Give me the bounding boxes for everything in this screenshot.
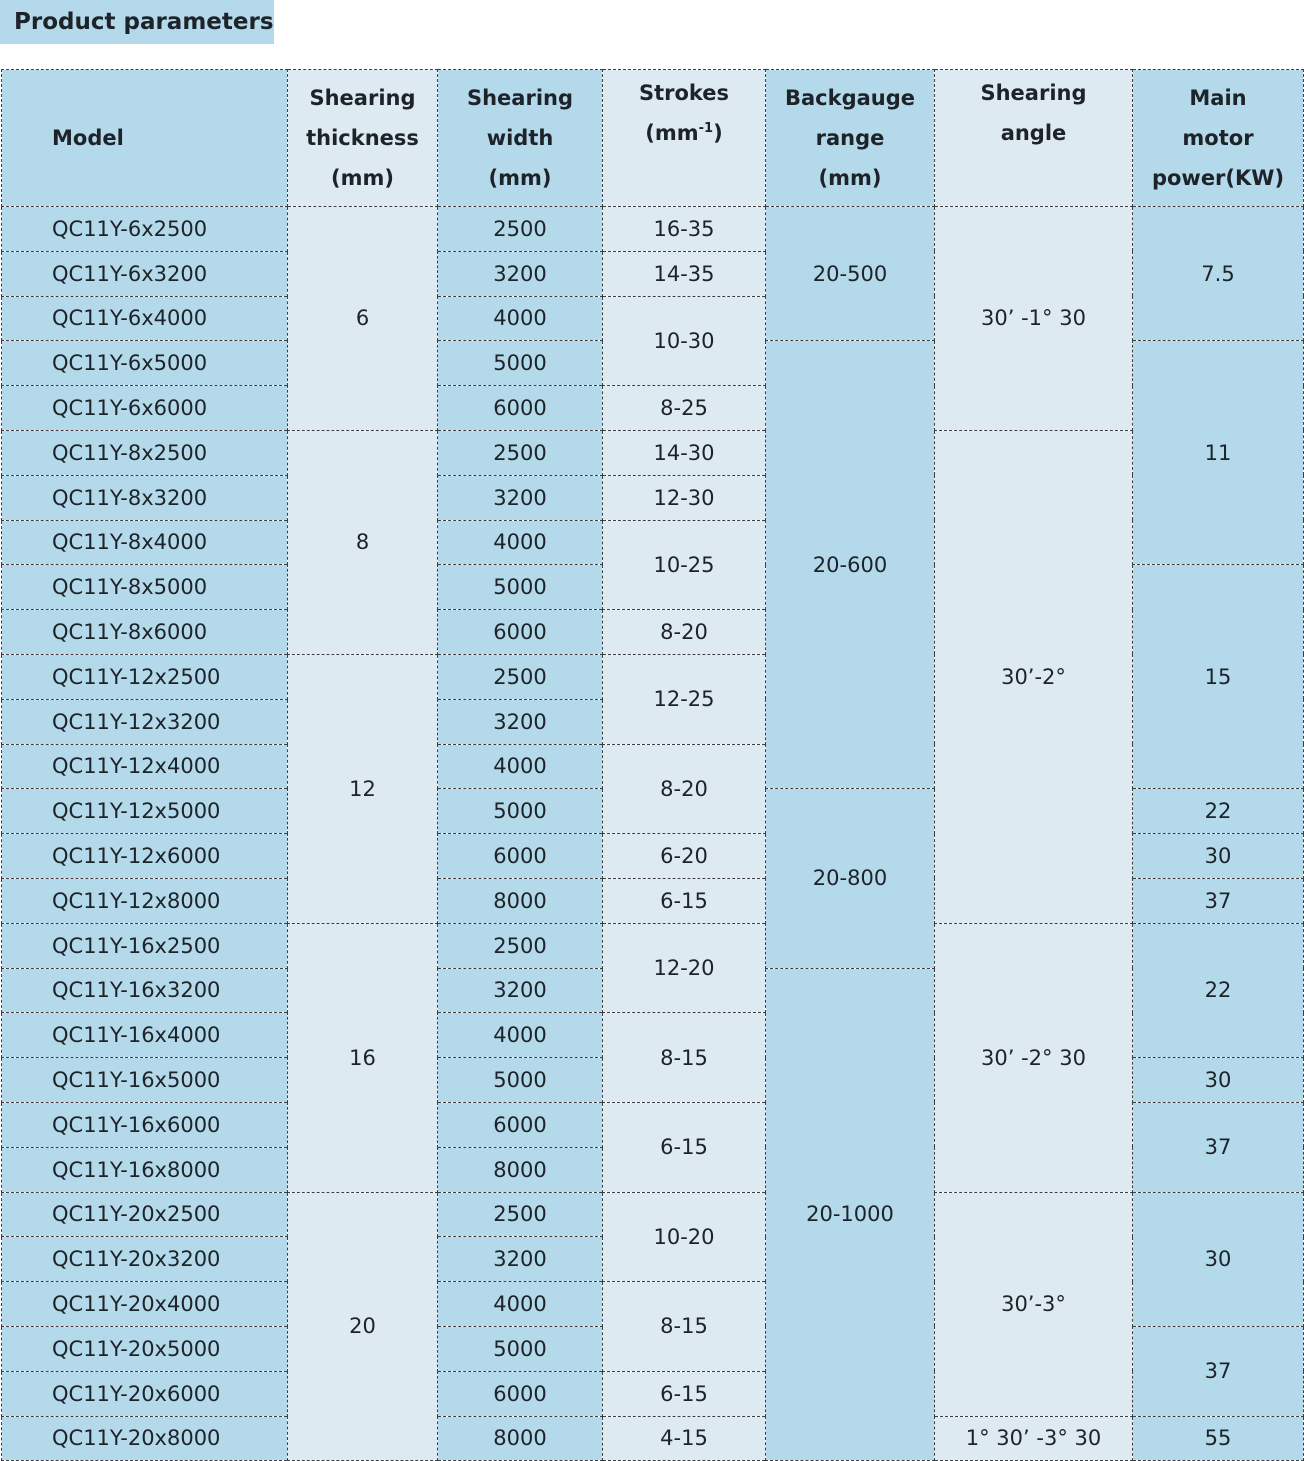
width-cell: 8000 (438, 1147, 603, 1192)
backgauge-cell: 20-1000 (766, 968, 935, 1461)
width-cell: 5000 (438, 341, 603, 386)
power-cell: 22 (1133, 789, 1304, 834)
thickness-cell: 12 (288, 654, 438, 923)
model-cell: QC11Y-12x5000 (2, 789, 288, 834)
strokes-cell: 6-15 (603, 1371, 766, 1416)
model-cell: QC11Y-6x6000 (2, 386, 288, 431)
thickness-cell: 6 (288, 207, 438, 431)
power-cell: 30 (1133, 1192, 1304, 1326)
width-cell: 4000 (438, 1013, 603, 1058)
strokes-cell: 12-25 (603, 654, 766, 744)
width-cell: 3200 (438, 1237, 603, 1282)
model-cell: QC11Y-12x4000 (2, 744, 288, 789)
width-cell: 2500 (438, 923, 603, 968)
power-cell: 15 (1133, 565, 1304, 789)
table-body (2, 207, 1304, 1461)
strokes-cell: 8-15 (603, 1013, 766, 1103)
power-cell: 30 (1133, 834, 1304, 879)
strokes-cell: 8-20 (603, 610, 766, 655)
table-row (2, 430, 1304, 475)
width-cell: 2500 (438, 1192, 603, 1237)
width-cell: 4000 (438, 296, 603, 341)
angle-cell: 30’-2° (935, 430, 1133, 923)
angle-cell: 30’-3° (935, 1192, 1133, 1416)
model-cell: QC11Y-12x3200 (2, 699, 288, 744)
width-cell: 6000 (438, 1102, 603, 1147)
strokes-cell: 12-30 (603, 475, 766, 520)
model-cell: QC11Y-16x5000 (2, 1058, 288, 1103)
power-cell: 37 (1133, 1102, 1304, 1192)
angle-cell: 1° 30’ -3° 30 (935, 1416, 1133, 1461)
header-model: Model (2, 70, 288, 207)
power-cell: 11 (1133, 341, 1304, 565)
width-cell: 5000 (438, 1058, 603, 1103)
width-cell: 4000 (438, 520, 603, 565)
power-cell: 55 (1133, 1416, 1304, 1461)
width-cell: 4000 (438, 1282, 603, 1327)
strokes-cell: 12-20 (603, 923, 766, 1013)
strokes-cell: 4-15 (603, 1416, 766, 1461)
width-cell: 8000 (438, 1416, 603, 1461)
model-cell: QC11Y-8x2500 (2, 430, 288, 475)
model-cell: QC11Y-20x5000 (2, 1326, 288, 1371)
model-cell: QC11Y-20x8000 (2, 1416, 288, 1461)
strokes-cell: 14-35 (603, 251, 766, 296)
strokes-cell: 10-20 (603, 1192, 766, 1282)
width-cell: 2500 (438, 654, 603, 699)
header-backgauge-range: Backgauge range (mm) (766, 70, 935, 207)
width-cell: 2500 (438, 430, 603, 475)
model-cell: QC11Y-6x5000 (2, 341, 288, 386)
width-cell: 6000 (438, 386, 603, 431)
strokes-cell: 8-25 (603, 386, 766, 431)
model-cell: QC11Y-12x8000 (2, 878, 288, 923)
power-cell: 7.5 (1133, 207, 1304, 341)
model-cell: QC11Y-8x5000 (2, 565, 288, 610)
header-row (2, 70, 1304, 207)
strokes-cell: 10-25 (603, 520, 766, 610)
model-cell: QC11Y-16x6000 (2, 1102, 288, 1147)
section-title: Product parameters (0, 0, 274, 44)
angle-cell: 30’ -1° 30 (935, 207, 1133, 431)
table-row (2, 923, 1304, 968)
strokes-cell: 6-15 (603, 1102, 766, 1192)
model-cell: QC11Y-20x4000 (2, 1282, 288, 1327)
thickness-cell: 20 (288, 1192, 438, 1461)
thickness-cell: 16 (288, 923, 438, 1192)
header-shearing-width: Shearing width (mm) (438, 70, 603, 207)
strokes-cell: 8-20 (603, 744, 766, 834)
header-strokes: Strokes $(mm^{-1})$ (603, 70, 766, 207)
width-cell: 5000 (438, 1326, 603, 1371)
backgauge-cell: 20-600 (766, 341, 935, 789)
width-cell: 6000 (438, 834, 603, 879)
model-cell: QC11Y-6x4000 (2, 296, 288, 341)
product-parameters-table (1, 69, 1304, 1461)
strokes-cell: 10-30 (603, 296, 766, 386)
model-cell: QC11Y-12x2500 (2, 654, 288, 699)
model-cell: QC11Y-12x6000 (2, 834, 288, 879)
power-cell: 22 (1133, 923, 1304, 1057)
angle-cell: 30’ -2° 30 (935, 923, 1133, 1192)
model-cell: QC11Y-16x3200 (2, 968, 288, 1013)
power-cell: 37 (1133, 1326, 1304, 1416)
power-cell: 30 (1133, 1058, 1304, 1103)
width-cell: 3200 (438, 475, 603, 520)
model-cell: QC11Y-8x4000 (2, 520, 288, 565)
model-cell: QC11Y-16x8000 (2, 1147, 288, 1192)
power-cell: 37 (1133, 878, 1304, 923)
model-cell: QC11Y-8x6000 (2, 610, 288, 655)
model-cell: QC11Y-16x4000 (2, 1013, 288, 1058)
width-cell: 6000 (438, 1371, 603, 1416)
width-cell: 6000 (438, 610, 603, 655)
strokes-cell: 8-15 (603, 1282, 766, 1372)
width-cell: 5000 (438, 565, 603, 610)
strokes-cell: 6-20 (603, 834, 766, 879)
header-shearing-angle: Shearing angle (935, 70, 1133, 207)
strokes-cell: 14-30 (603, 430, 766, 475)
header-shearing-thickness: Shearing thickness (mm) (288, 70, 438, 207)
width-cell: 2500 (438, 207, 603, 252)
model-cell: QC11Y-16x2500 (2, 923, 288, 968)
width-cell: 8000 (438, 878, 603, 923)
thickness-cell: 8 (288, 430, 438, 654)
strokes-cell: 6-15 (603, 878, 766, 923)
width-cell: 3200 (438, 968, 603, 1013)
backgauge-cell: 20-800 (766, 789, 935, 968)
width-cell: 4000 (438, 744, 603, 789)
model-cell: QC11Y-20x3200 (2, 1237, 288, 1282)
header-main-motor-power: Main motor power(KW) (1133, 70, 1304, 207)
width-cell: 5000 (438, 789, 603, 834)
table-row (2, 1416, 1304, 1461)
strokes-cell: 16-35 (603, 207, 766, 252)
model-cell: QC11Y-6x3200 (2, 251, 288, 296)
table-row (2, 1192, 1304, 1237)
backgauge-cell: 20-500 (766, 207, 935, 341)
width-cell: 3200 (438, 699, 603, 744)
table-row (2, 207, 1304, 252)
model-cell: QC11Y-20x2500 (2, 1192, 288, 1237)
model-cell: QC11Y-20x6000 (2, 1371, 288, 1416)
model-cell: QC11Y-8x3200 (2, 475, 288, 520)
model-cell: QC11Y-6x2500 (2, 207, 288, 252)
width-cell: 3200 (438, 251, 603, 296)
